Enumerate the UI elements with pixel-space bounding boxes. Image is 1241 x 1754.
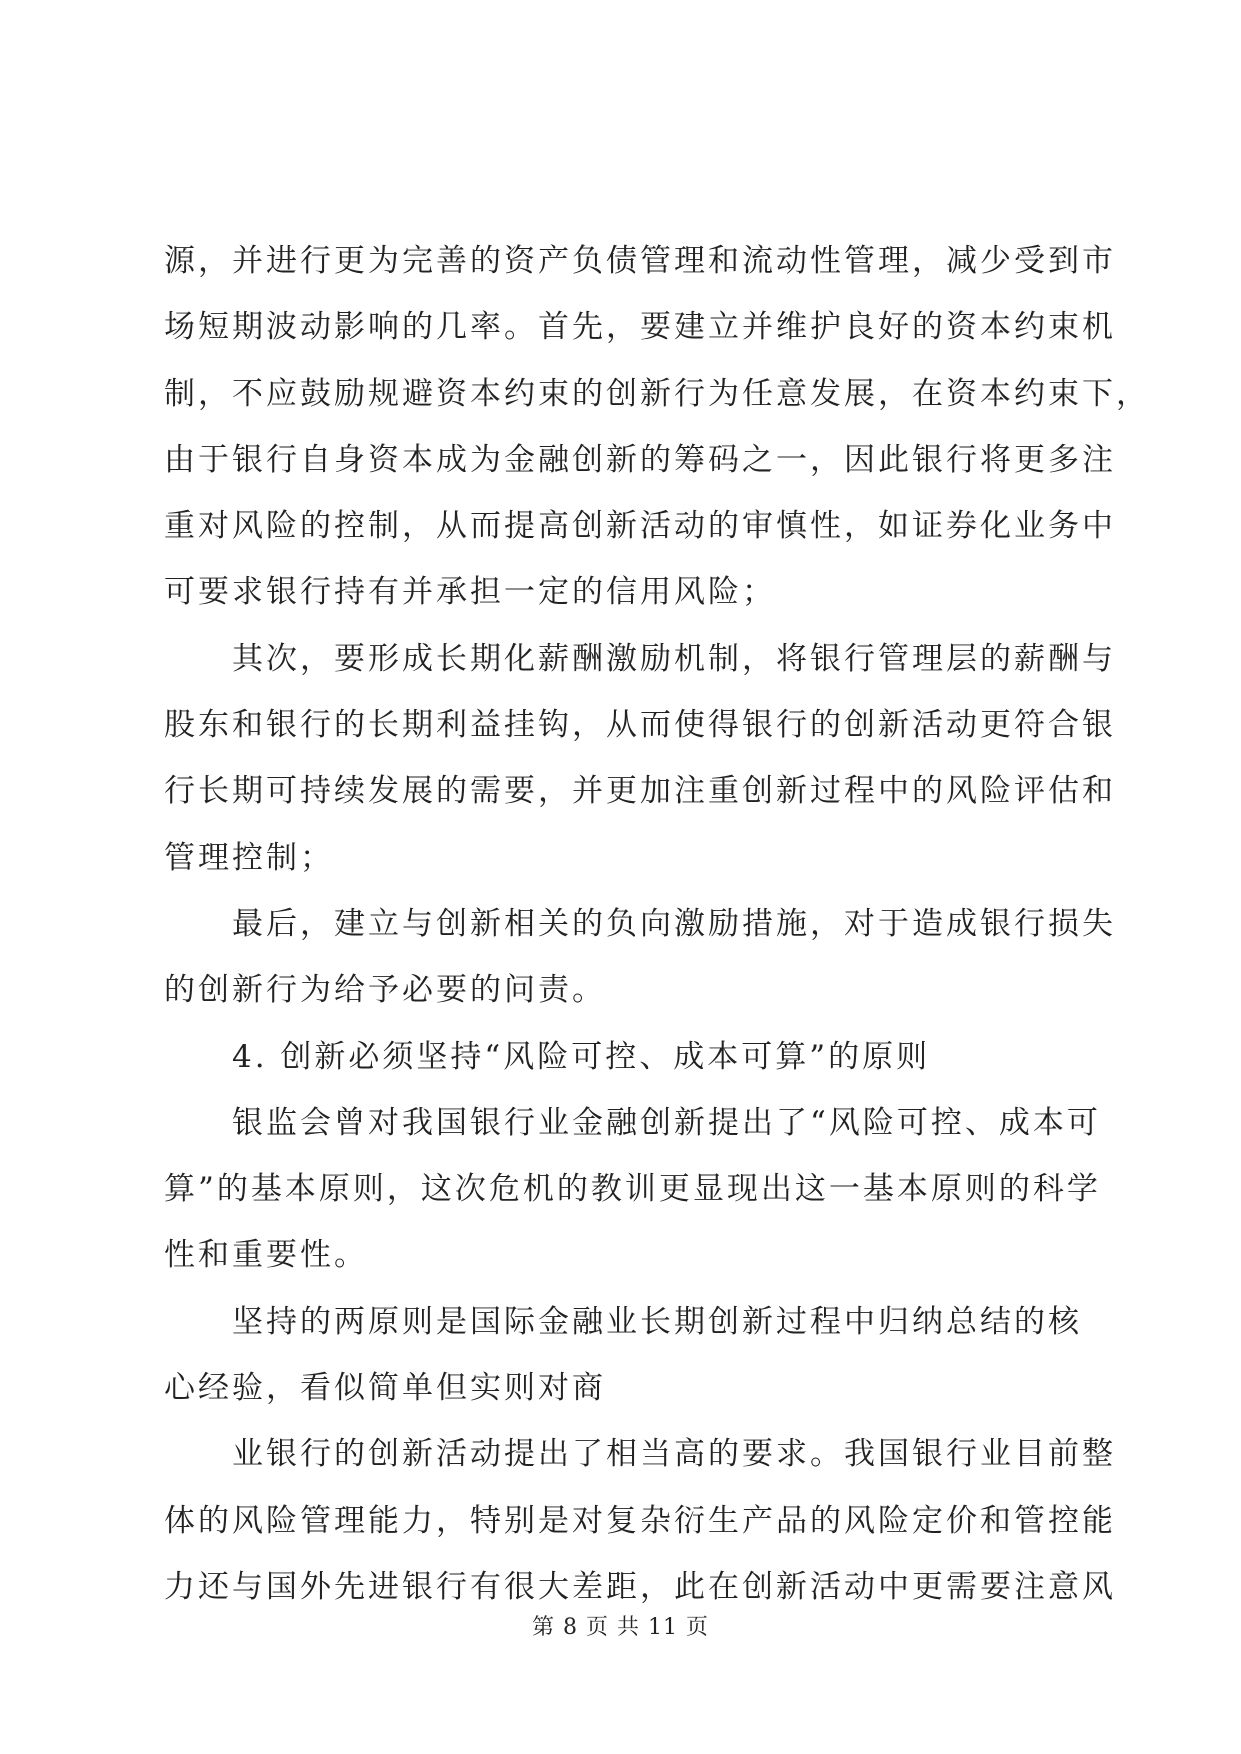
text-line: 股 东 和 银 行 的 长 期 利 益 挂 钩 ， 从 而 使 得 银 行 的 创 新 活 动 更 符 合 银 xyxy=(164,707,1116,744)
text-line: 场 短 期 波 动 影 响 的 几 率 。 首 先 ， 要 建 立 并 维 护 良 好 的 资 本 约 束 机 xyxy=(164,309,1116,346)
text-line: 力 还 与 国 外 先 进 银 行 有 很 大 差 距 ， 此 在 创 新 活 动 中 更 需 要 注 意 风 xyxy=(164,1568,1116,1605)
text-line: 银 监 会 曾 对 我 国 银 行 业 金 融 创 新 提 出 了 “ 风 险 可 控 、 成 本 可 xyxy=(232,1104,1101,1141)
body-text xyxy=(164,228,1150,1620)
text-line: 性和重要性。 xyxy=(164,1237,368,1274)
text-line: 重 对 风 险 的 控 制 ， 从 而 提 高 创 新 活 动 的 审 慎 性 ， 如 证 券 化 业 务 中 xyxy=(164,508,1116,545)
text-line: 体 的 风 险 管 理 能 力 ， 特 别 是 对 复 杂 衍 生 产 品 的 风 险 定 价 和 管 控 能 xyxy=(164,1502,1116,1539)
text-line: 4. 创新必须坚持“风险可控、成本可算”的原则 xyxy=(232,1038,931,1075)
text-line: 算 ” 的 基 本 原 则 ， 这 次 危 机 的 教 训 更 显 现 出 这 一 基 本 原 则 的 科 学 xyxy=(164,1171,1101,1208)
text-line: 可要求银行持有并承担一定的信用风险； xyxy=(164,574,776,611)
text-line: 源 ， 并 进 行 更 为 完 善 的 资 产 负 债 管 理 和 流 动 性 管 理 ， 减 少 受 到 市 xyxy=(164,243,1116,279)
text-line: 制 ， 不 应 鼓 励 规 避 资 本 约 束 的 创 新 行 为 任 意 发 展 ， 在 资 本 约 束 下 ， xyxy=(164,375,1150,412)
text-line: 心经验，看似简单但实则对商 xyxy=(164,1370,606,1407)
text-line: 最 后 ， 建 立 与 创 新 相 关 的 负 向 激 励 措 施 ， 对 于 造 成 银 行 损 失 xyxy=(232,905,1116,942)
text-line: 的创新行为给予必要的问责。 xyxy=(164,972,606,1009)
text-line: 管理控制； xyxy=(164,839,334,876)
page-footer: 第 8 页 共 11 页 xyxy=(532,1615,709,1640)
text-line: 行 长 期 可 持 续 发 展 的 需 要 ， 并 更 加 注 重 创 新 过 程 中 的 风 险 评 估 和 xyxy=(164,773,1116,810)
text-line: 业 银 行 的 创 新 活 动 提 出 了 相 当 高 的 要 求 。 我 国 银 行 业 目 前 整 xyxy=(232,1436,1116,1473)
text-line: 坚 持 的 两 原 则 是 国 际 金 融 业 长 期 创 新 过 程 中 归 纳 总 结 的 核 xyxy=(232,1303,1082,1340)
text-line: 其 次 ， 要 形 成 长 期 化 薪 酬 激 励 机 制 ， 将 银 行 管 理 层 的 薪 酬 与 xyxy=(232,640,1116,677)
text-line: 由 于 银 行 自 身 资 本 成 为 金 融 创 新 的 筹 码 之 一 ， 因 此 银 行 将 更 多 注 xyxy=(164,441,1116,478)
